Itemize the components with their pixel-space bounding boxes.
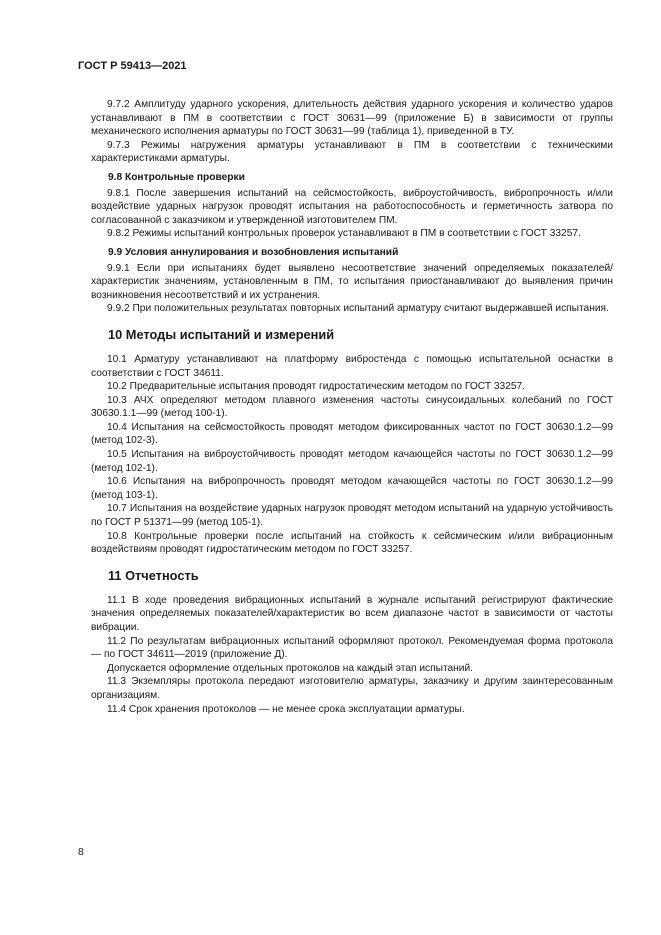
paragraph-9-7-3: 9.7.3 Режимы нагружения арматуры устанавливают в ПМ в соответствии с техническими характеристиками арматуры. — [91, 139, 613, 165]
paragraph-9-8-2: 9.8.2 Режимы испытаний контрольных проверок устанавливают в ПМ в соответствии с ГОСТ 33257. — [107, 228, 581, 240]
paragraph-11-3: 11.3 Экземпляры протокола передают изготовителю арматуры, заказчику и другим заинтересованным организациям. — [91, 676, 613, 701]
paragraph-10-1: 10.1 Арматуру устанавливают на платформу вибростенда с помощью испытательной оснастки в соответствии с ГОСТ 34611. — [91, 353, 613, 379]
paragraph-10-7: 10.7 Испытания на воздействие ударных нагрузок проводят методом испытаний на ударную устойчивость по ГОСТ Р 51371—99 (метод 105-1). — [91, 503, 613, 529]
paragraph-9-9-1: 9.9.1 Если при испытаниях будет выявлено несоответствие значений определяемых показателей/характеристик значениям, установленным в ПМ, то испытания приостанавливают до выявления причин возникновения несоответствий и их устранения. — [91, 262, 613, 301]
paragraph-10-5: 10.5 Испытания на виброустойчивость проводят методом качающейся частоты по ГОСТ 30630.1.2—99 (метод 102-1). — [91, 449, 613, 474]
subsection-heading-9-9: 9.9 Условия аннулирования и возобновления испытаний — [108, 246, 399, 258]
paragraph-10-8: 10.8 Контрольные проверки после испытаний на стойкость к сейсмическим и/или вибрационным воздействиям проводят гидростатическим методом по ГОСТ 33257. — [91, 530, 613, 556]
paragraph-11-1: 11.1 В ходе проведения вибрационных испытаний в журнале испытаний регистрируют фактические значения определяемых показателей/характеристик во всем диапазоне частот в зависимости от частоты вибрации. — [91, 594, 613, 633]
subsection-heading-9-8: 9.8 Контрольные проверки — [108, 171, 245, 183]
page-number: 8 — [78, 846, 84, 858]
section-heading-11: 11 Отчетность — [108, 567, 199, 583]
paragraph-10-2: 10.2 Предварительные испытания проводят гидростатическим методом по ГОСТ 33257. — [107, 381, 526, 393]
paragraph-11-2: 11.2 По результатам вибрационных испытаний оформляют протокол. Рекомендуемая форма протокола — по ГОСТ 34611—2019 (приложение Д). — [91, 635, 613, 661]
paragraph-9-9-2: 9.9.2 При положительных результатах повторных испытаний арматуру считают выдержавшей испытания. — [107, 303, 609, 315]
document-body — [91, 98, 613, 716]
paragraph-10-4: 10.4 Испытания на сейсмостойкость проводят методом фиксированных частот по ГОСТ 30630.1.2—99 (метод 102-3). — [91, 421, 613, 447]
paragraph-10-3: 10.3 АЧХ определяют методом плавного изменения частоты синусоидальных колебаний по ГОСТ 30630.1.1—99 (метод 100-1). — [91, 394, 613, 420]
document-header: ГОСТ Р 59413—2021 — [78, 60, 187, 72]
paragraph-9-7-2: 9.7.2 Амплитуду ударного ускорения, длительность действия ударного ускорения и количество ударов устанавливают в ПМ в соответствии с ГОСТ 30631—99 (приложение Б) в зависимости от группы механического исполнения арматуры по ГОСТ 30631—99 (таблица 1), приведенной в ТУ. — [91, 99, 613, 138]
paragraph-10-6: 10.6 Испытания на вибропрочность проводят методом качающейся частоты по ГОСТ 30630.1.2—99 (метод 103-1). — [91, 476, 613, 501]
section-heading-10: 10 Методы испытаний и измерений — [108, 326, 335, 342]
paragraph-11-2-note: Допускается оформление отдельных протоколов на каждый этап испытаний. — [107, 662, 474, 674]
paragraph-11-4: 11.4 Срок хранения протоколов — не менее срока эксплуатации арматуры. — [107, 703, 465, 715]
paragraph-9-8-1: 9.8.1 После завершения испытаний на сейсмостойкость, виброустойчивость, вибропрочность и/или воздействие ударных нагрузок проводят испытания на работоспособность и герметичность затвора по согласованной с заказчиком и утвержденной изготовителем ПМ. — [91, 187, 613, 226]
